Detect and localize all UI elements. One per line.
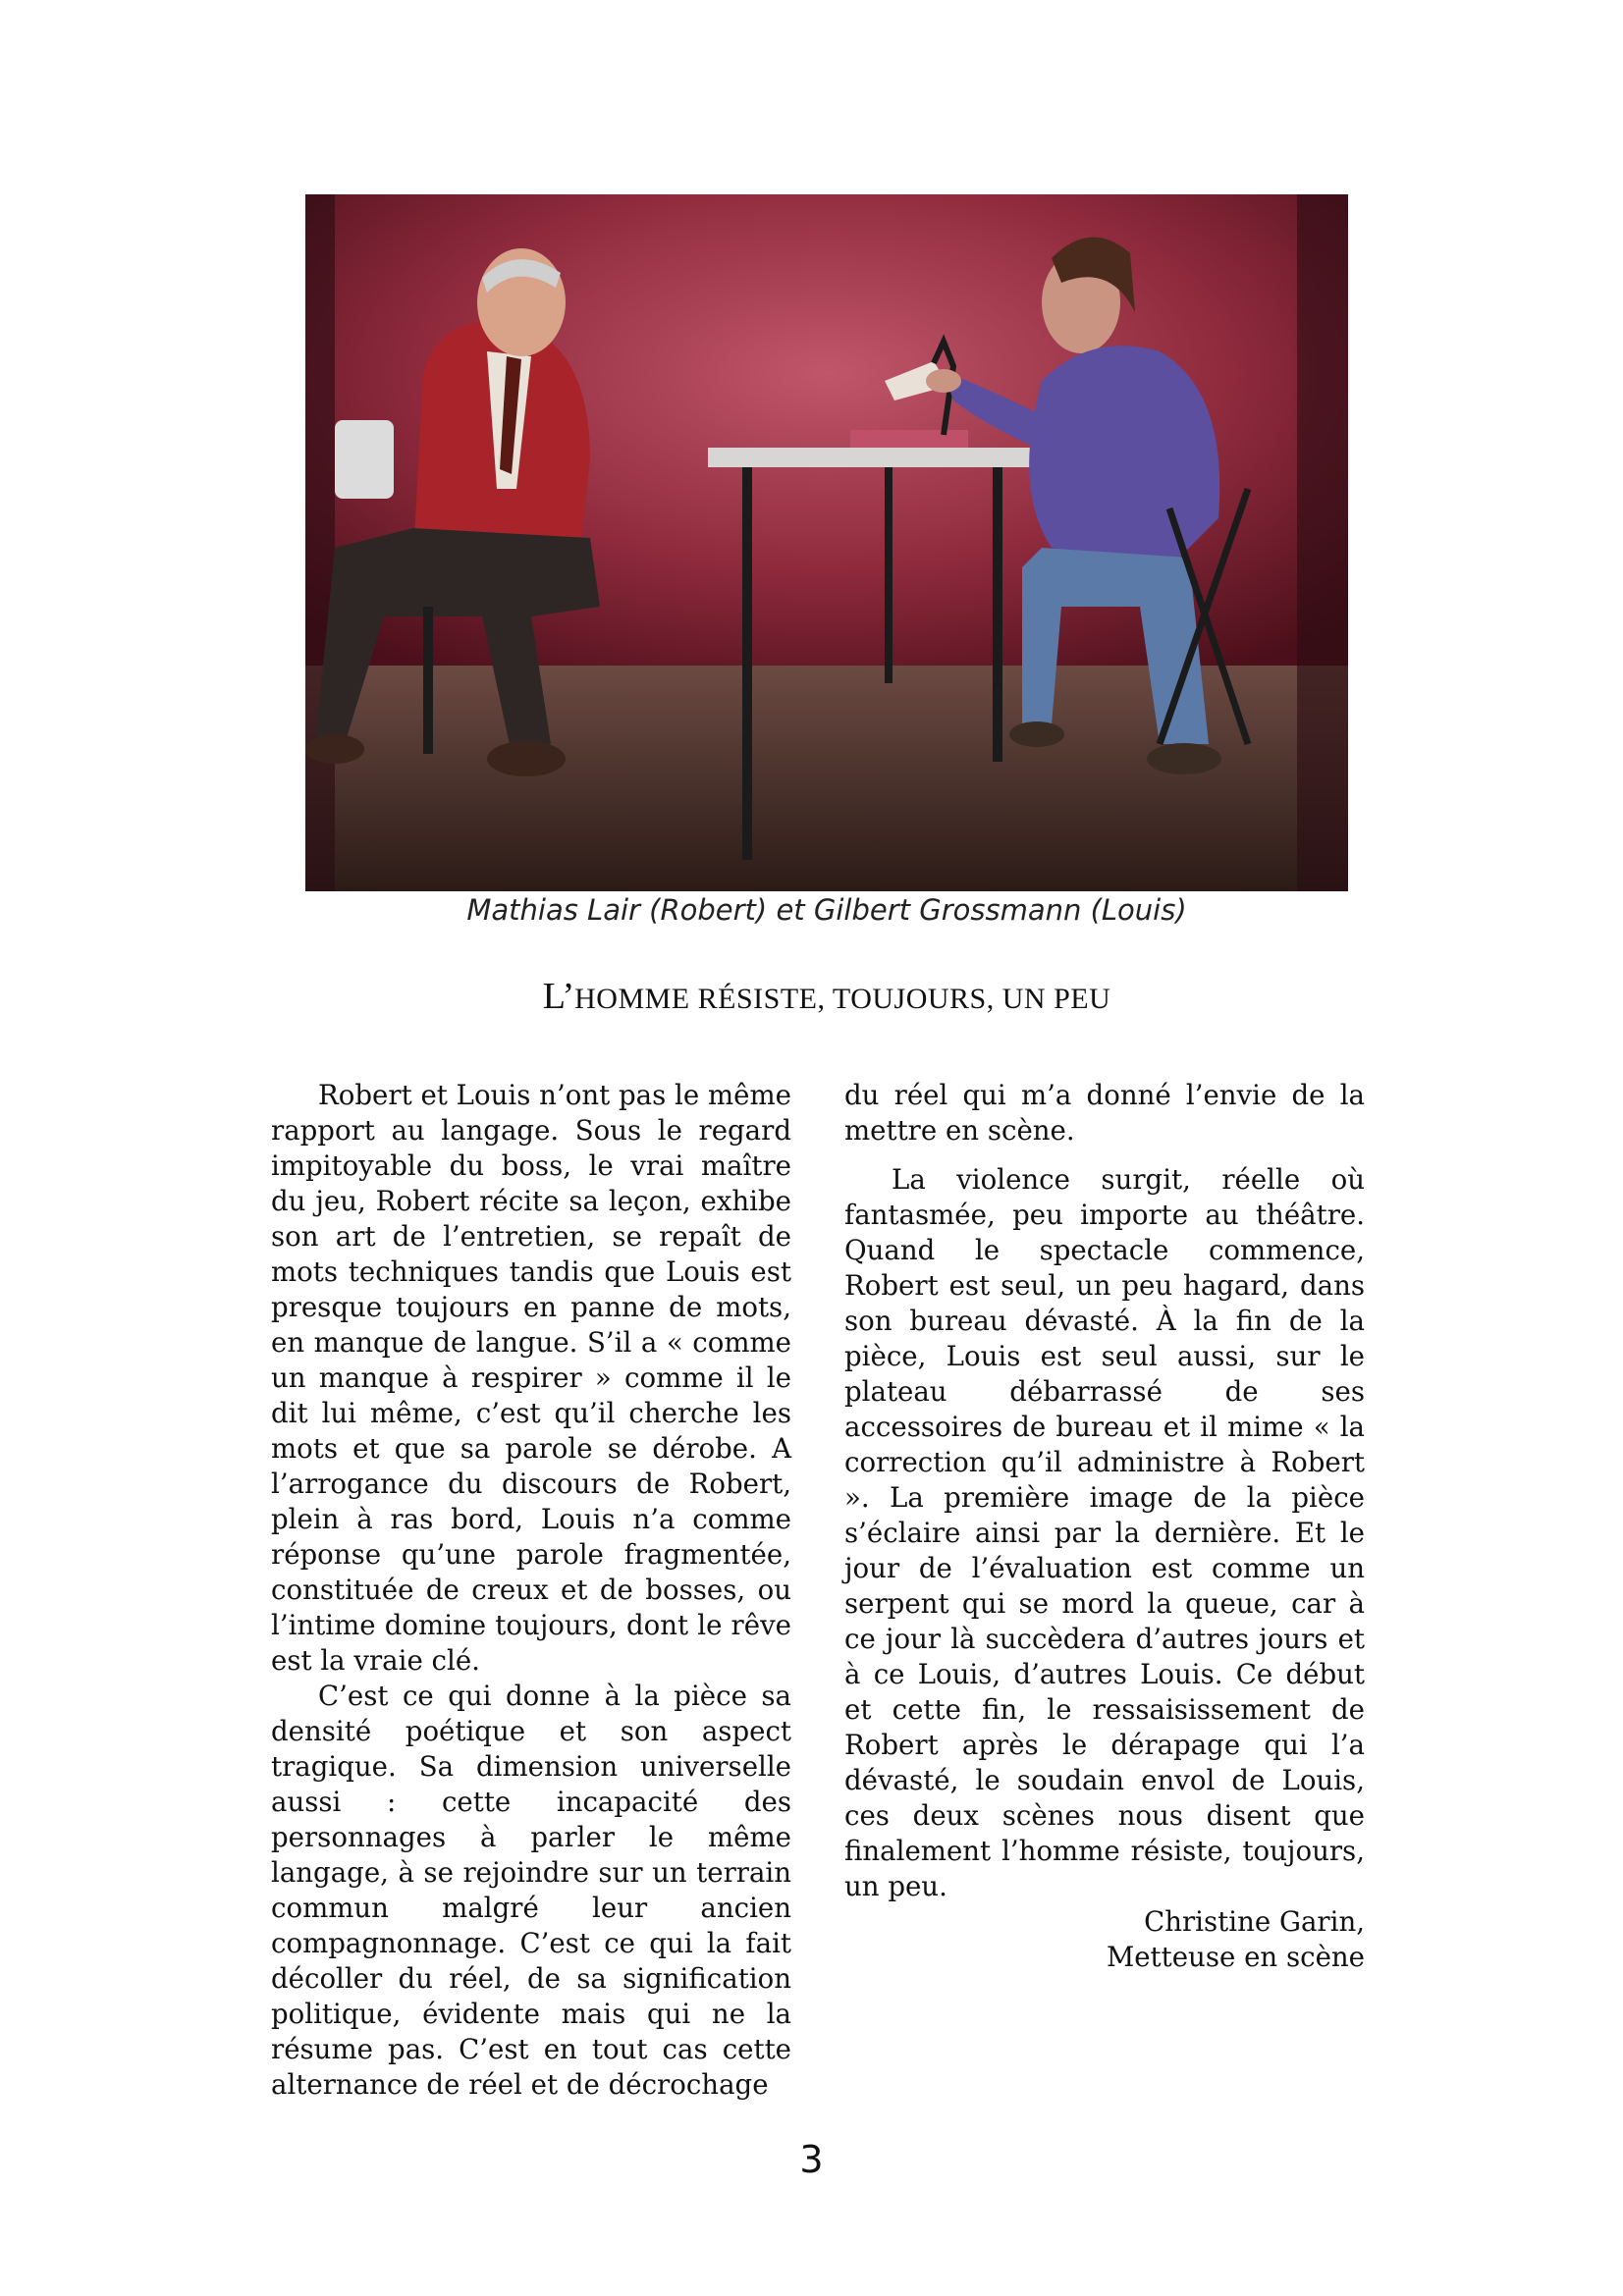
article-column-left [271, 1078, 791, 2103]
heading-rest: HOMME RÉSISTE, TOUJOURS, UN PEU [574, 983, 1111, 1015]
article-column-right [844, 1078, 1365, 1975]
page-number: 3 [799, 2138, 824, 2181]
heading-initial: L’ [542, 976, 575, 1017]
paragraph: du réel qui m’a donné l’envie de la mettre en scène. [844, 1079, 1365, 1147]
paragraph: Robert et Louis n’ont pas le même rapport au langage. Sous le regard impitoyable du boss, le vrai maître du jeu, Robert récite sa leçon, exhibe son art de l’entretien, se repaît de mots techniques tandis que Louis est presque toujours en panne de mots, en manque de langue. S’il a « comme un manque à respirer » comme il le dit lui même, c’est qu’il cherche les mots et que sa parole se dérobe. A l’arrogance du discours de Robert, plein à ras bord, Louis n’a comme réponse qu’une parole fragmentée, constituée de creux et de bosses, ou l’intime domine toujours, dont le rêve est la vraie clé. [271, 1079, 791, 1677]
signature-role: Metteuse en scène [1106, 1941, 1365, 1973]
stage-photo [305, 194, 1348, 891]
paragraph: La violence surgit, réelle où fantasmée, peu importe au théâtre. Quand le spectacle commence, Robert est seul, un peu hagard, dans son bureau dévasté. À la fin de la pièce, Louis est seul aussi, sur le plateau débarrassé de ses accessoires de bureau et il mime « la correction qu’il administre à Robert ». La première image de la pièce s’éclaire ainsi par la dernière. Et le jour de l’évaluation est comme un serpent qui se mord la queue, car à ce jour là succèdera d’autres jours et à ce Louis, d’autres Louis. Ce début et cette fin, le ressaisissement de Robert après le dérapage qui l’a dévasté, le soudain envol de Louis, ces deux scènes nous disent que finalement l’homme résiste, toujours, un peu. [844, 1163, 1365, 1902]
article-heading [305, 975, 1348, 1018]
photo-caption: Mathias Lair (Robert) et Gilbert Grossmann (Louis) [466, 893, 1187, 927]
signature-name: Christine Garin, [1144, 1905, 1365, 1938]
paragraph: C’est ce qui donne à la pièce sa densité poétique et son aspect tragique. Sa dimension universelle aussi : cette incapacité des personnages à parler le même langage, à se rejoindre sur un terrain commun malgré leur ancien compagnonnage. C’est ce qui la fait décoller du réel, de sa signification politique, évidente mais qui ne la résume pas. C’est en tout cas cette alternance de réel et de décrochage [271, 1680, 791, 2101]
stage-photo-illustration [305, 194, 1348, 891]
